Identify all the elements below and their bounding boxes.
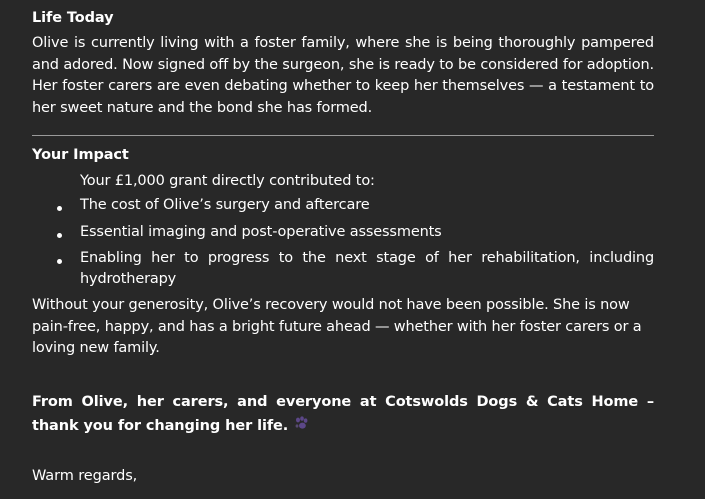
document-body: [32, 0, 654, 487]
bullet-icon: [57, 233, 62, 238]
your-impact-heading: Your Impact: [32, 147, 129, 163]
list-item-text: Enabling her to progress to the next stage of her rehabilitation, including hydrotherapy: [80, 250, 654, 287]
impact-list: [32, 195, 654, 290]
impact-closing-paragraph: Without your generosity, Olive’s recovery would not have been possible. She is now pain-free, happy, and has a bright future ahead — whether with her foster carers or a loving new family.: [32, 297, 642, 356]
section-divider: [32, 135, 654, 136]
sign-off: Warm regards,: [32, 467, 138, 484]
impact-intro: Your £1,000 grant directly contributed to:: [80, 173, 375, 189]
list-item: [32, 222, 654, 243]
list-item: [32, 248, 654, 290]
bullet-icon: [57, 259, 62, 264]
thank-you-text: From Olive, her carers, and everyone at Cotswolds Dogs & Cats Home – thank you for changing her life.: [32, 393, 654, 434]
list-item: [32, 195, 654, 216]
paw-prints-icon: [294, 414, 310, 438]
list-item-text: Essential imaging and post-operative assessments: [80, 224, 442, 240]
life-today-paragraph: Olive is currently living with a foster family, where she is being thoroughly pampered and adored. Now signed off by the surgeon, she is ready to be considered for adoption. Her foster carers are even debating whether to keep her themselves — a testament to her sweet nature and the bond she has formed.: [32, 35, 654, 116]
thank-you-message: [32, 390, 654, 438]
life-today-heading: Life Today: [32, 10, 114, 26]
bullet-icon: [57, 206, 62, 211]
list-item-text: The cost of Olive’s surgery and aftercare: [80, 197, 370, 213]
